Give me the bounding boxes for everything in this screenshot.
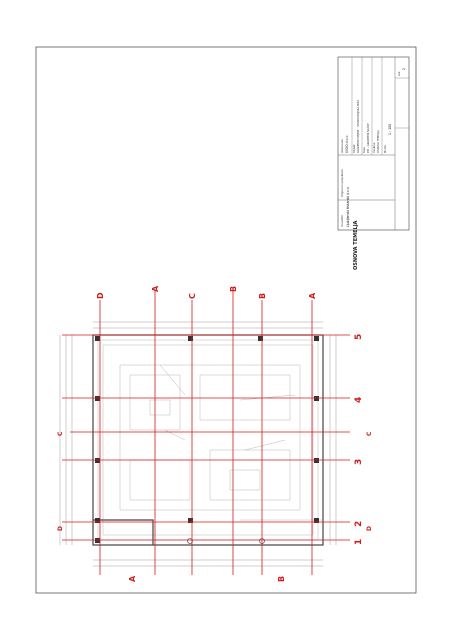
scale-value: 1 : 100 <box>388 123 392 135</box>
company-label: Izdelovalec <box>341 138 344 153</box>
object-name: GRADBENI OBJEKT - STANOVANJSKA HIŠA <box>357 99 360 153</box>
phase-name: PZI - GRADBENI NAČRT <box>367 123 370 153</box>
svg-text:D: D <box>366 526 373 531</box>
svg-text:D: D <box>57 526 64 531</box>
client-label: Investitor <box>341 214 344 227</box>
svg-text:C: C <box>188 293 197 299</box>
svg-text:C: C <box>57 431 64 436</box>
dimension-lines <box>60 322 336 566</box>
svg-text:A: A <box>308 292 317 299</box>
svg-text:D: D <box>96 292 105 299</box>
foundation-plan <box>93 335 323 545</box>
content-name: OSNOVA TEMELJA <box>377 130 380 153</box>
svg-text:B: B <box>229 285 238 292</box>
responsible-label: Odgovorni projektant <box>341 169 344 197</box>
sheet-number: 2 <box>402 67 406 70</box>
company-name: VISIO d.o.o. <box>345 134 349 153</box>
scale-label: Merilo <box>384 145 387 153</box>
object-label: Objekt <box>353 144 356 153</box>
svg-text:B: B <box>258 292 267 299</box>
content-label: Vsebina <box>373 142 376 153</box>
grid-labels-right <box>354 334 364 545</box>
grid-labels-top <box>96 285 317 299</box>
section-markers <box>57 431 373 531</box>
client-name: Ljubljanski tiskarski d.o.o. <box>346 186 350 227</box>
drawing-title: OSNOVA TEMELJA <box>353 220 359 270</box>
svg-text:C: C <box>366 431 373 436</box>
svg-text:A: A <box>151 285 160 292</box>
svg-text:2: 2 <box>354 520 364 527</box>
svg-text:3: 3 <box>354 458 364 465</box>
svg-text:5: 5 <box>354 333 364 340</box>
title-block <box>338 57 409 230</box>
sheet-label: List <box>398 71 401 76</box>
svg-text:4: 4 <box>354 396 364 403</box>
grid-labels-bottom <box>128 575 286 582</box>
svg-text:1: 1 <box>354 538 364 545</box>
svg-text:B: B <box>277 575 286 582</box>
grid-lines <box>62 290 350 575</box>
phase-label: Faza <box>363 147 366 153</box>
svg-text:A: A <box>128 575 137 582</box>
